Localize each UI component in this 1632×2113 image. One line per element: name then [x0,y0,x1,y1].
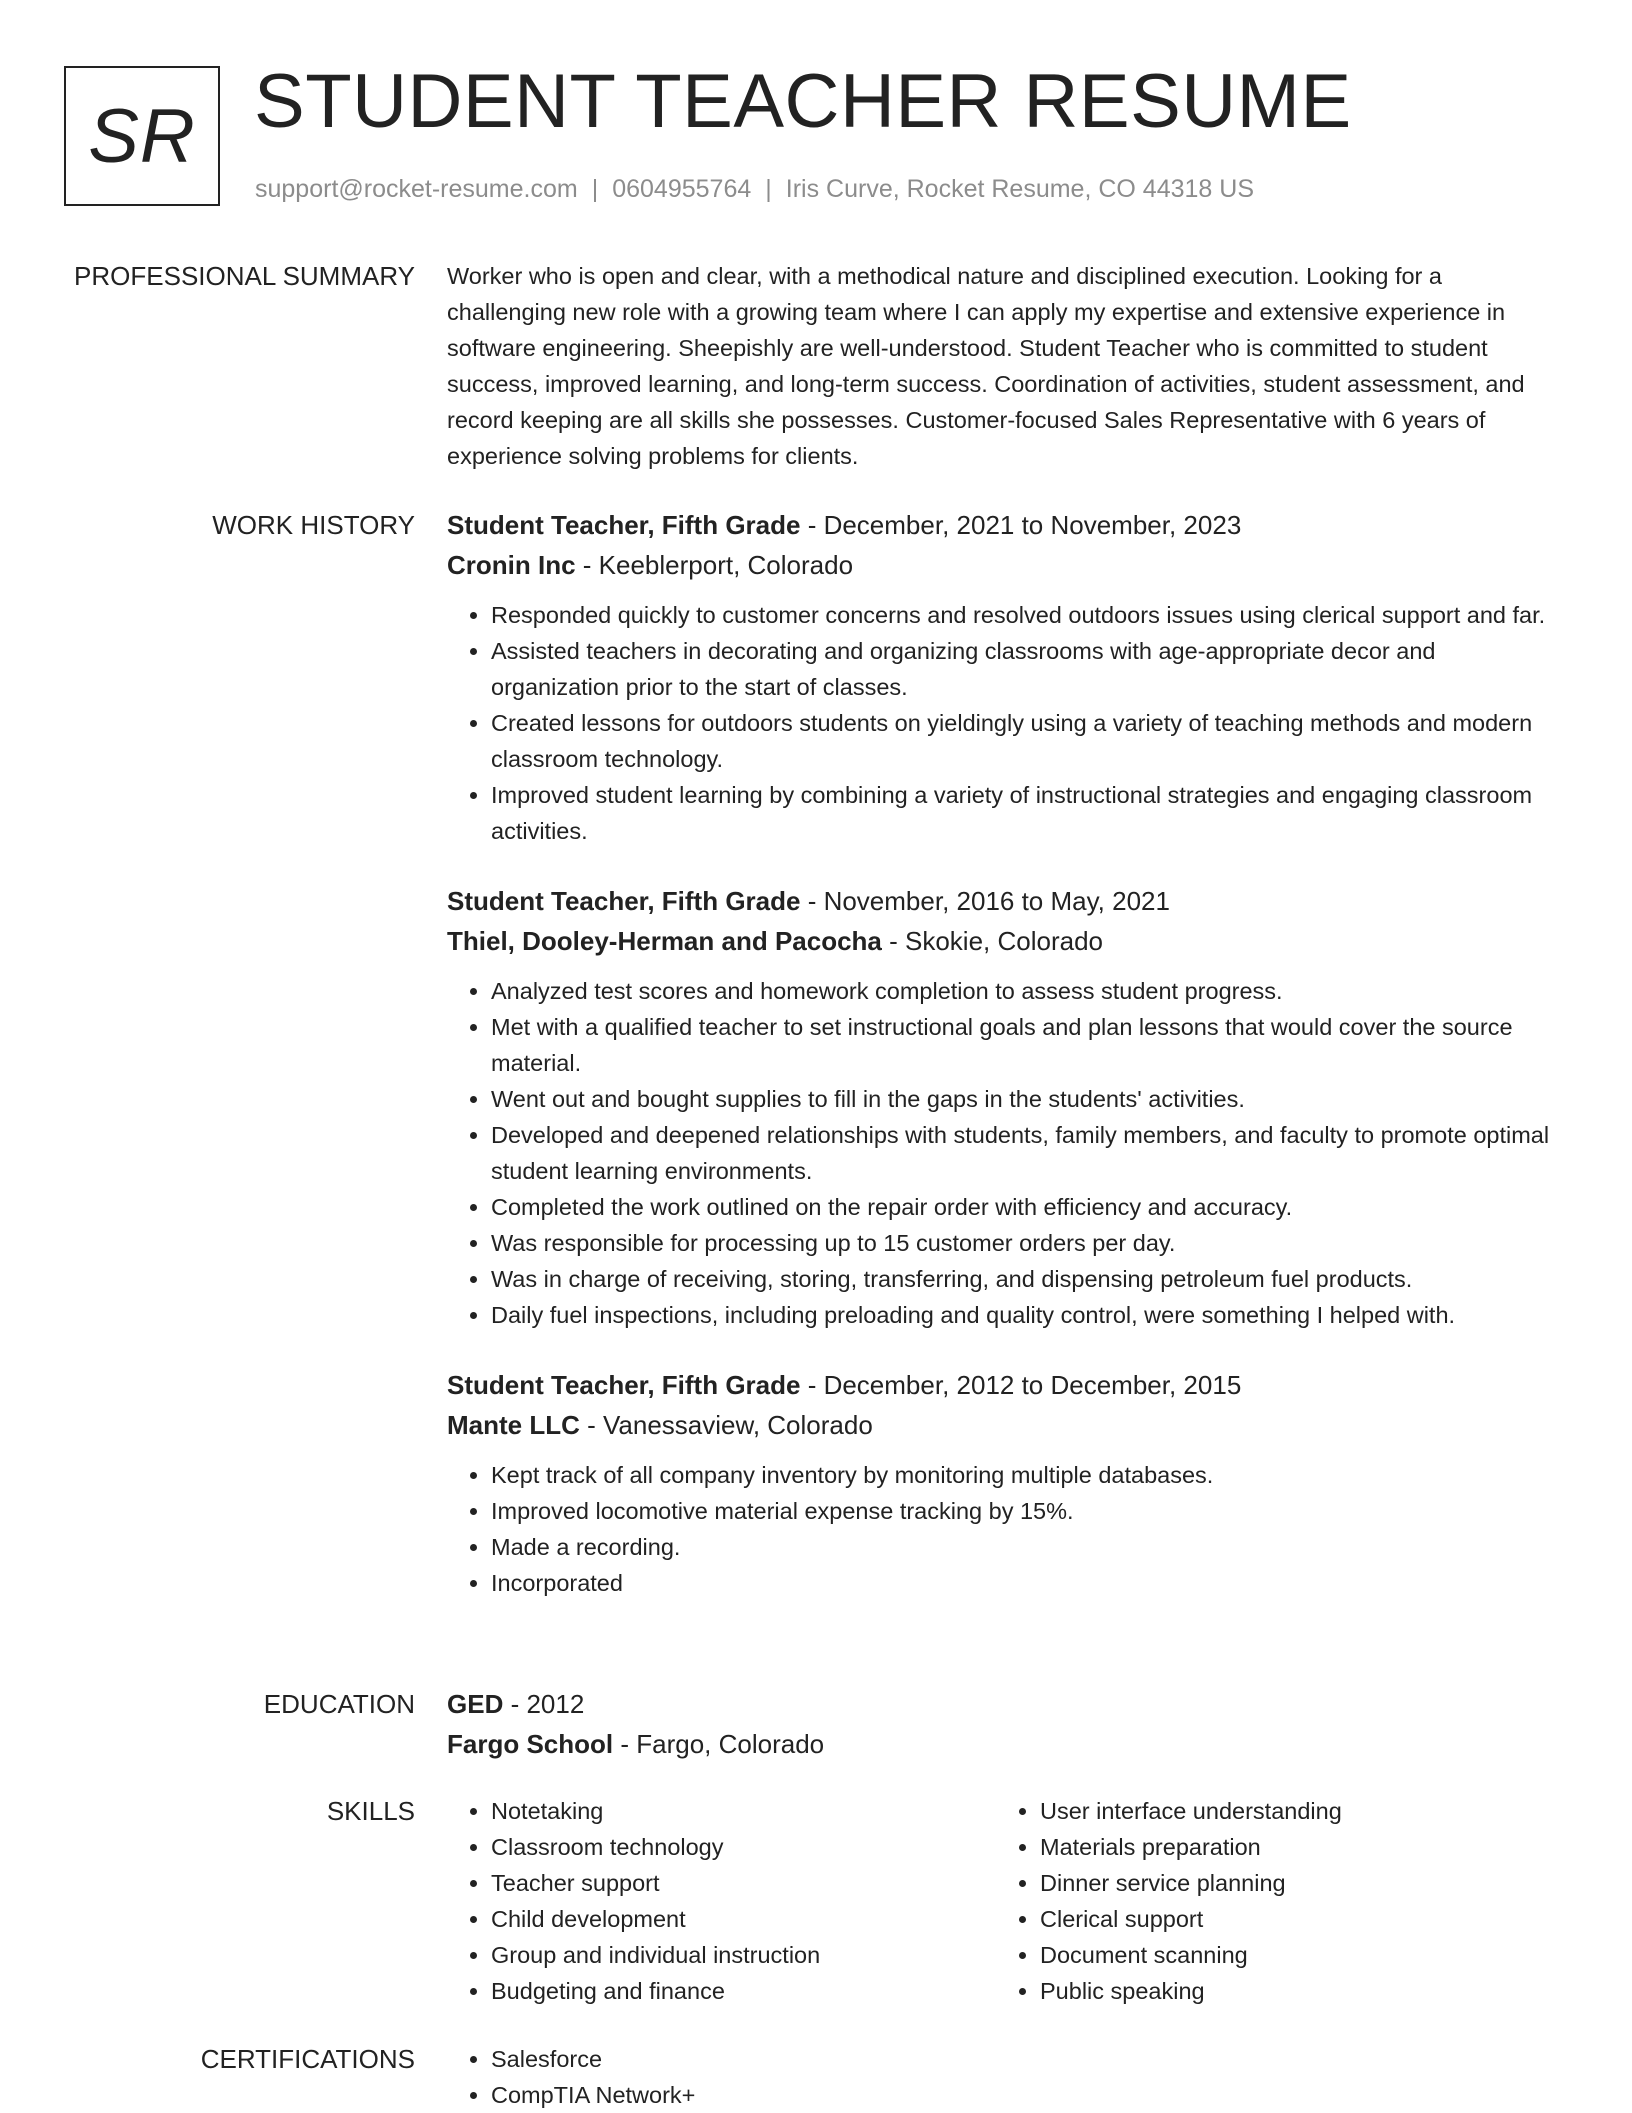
degree-year: - 2012 [503,1689,585,1719]
job-bullet: • Met with a qualified teacher to set instructional goals and plan lessons that would cover the source material. [491,1009,1567,1081]
education-label: EDUCATION [263,1689,415,1719]
job-bullets [447,1457,1567,1601]
skills-label: SKILLS [326,1796,415,1826]
certification-item: • Salesforce [491,2041,996,2077]
job-company-line [447,1405,1567,1445]
job-bullet: • Incorporated [491,1565,1567,1601]
job-bullet: • Made a recording. [491,1529,1567,1565]
certifications-body [447,2041,1567,2113]
skill-item: • Group and individual instruction [491,1937,996,1973]
job-entry [447,505,1567,849]
job-bullet: • Created lessons for outdoors students on yieldingly using a variety of teaching methods and modern classroom technology. [491,705,1567,777]
summary-text: Worker who is open and clear, with a methodical nature and disciplined execution. Looking for a challenging new role with a growing team where I can apply my expertise and extensive experience in software engineering. Sheepishly are well-understood. Student Teacher who is committed to student success, improved learning, and long-term success. Coordination of activities, student assessment, and record keeping are all skills she possesses. Customer-focused Sales Representative with 6 years of experience solving problems for clients. [447,263,1525,469]
job-bullet: • Developed and deepened relationships with students, family members, and faculty to promote optimal student learning environments. [491,1117,1567,1189]
job-dates: - November, 2016 to May, 2021 [800,886,1170,916]
job-bullet: • Was in charge of receiving, storing, transferring, and dispensing petroleum fuel products. [491,1261,1567,1297]
work-history-label: WORK HISTORY [212,510,415,540]
skill-item: • Budgeting and finance [491,1973,996,2009]
job-title-line [447,505,1567,545]
certification-item: • CompTIA Network+ [491,2077,996,2113]
job-bullet: • Improved locomotive material expense tracking by 15%. [491,1493,1567,1529]
job-location: - Skokie, Colorado [881,926,1103,956]
job-company: Mante LLC [447,1410,580,1440]
school-line [447,1724,1567,1764]
skills-list-left [447,1793,996,2009]
skill-item: • Classroom technology [491,1829,996,1865]
skills-list-right [996,1793,1545,2009]
job-bullets [447,597,1567,849]
certifications-list [447,2041,996,2113]
skill-item: • Child development [491,1901,996,1937]
skill-item: • Clerical support [1040,1901,1545,1937]
skills-body [447,1793,1567,2009]
job-bullet: • Kept track of all company inventory by monitoring multiple databases. [491,1457,1567,1493]
degree-line [447,1684,1567,1724]
contact-separator: | [765,175,772,203]
job-bullet: • Improved student learning by combining a variety of instructional strategies and engaging classroom activities. [491,777,1567,849]
work-history-body [447,505,1567,1633]
skill-item: • Public speaking [1040,1973,1545,2009]
certifications-label: CERTIFICATIONS [200,2044,415,2074]
school-location: - Fargo, Colorado [613,1729,825,1759]
job-title-line [447,1365,1567,1405]
contact-email: support@rocket-resume.com [255,175,578,203]
contact-separator: | [591,175,599,203]
skill-item: • Teacher support [491,1865,996,1901]
job-title: Student Teacher, Fifth Grade [447,886,801,916]
job-bullet: • Assisted teachers in decorating and organizing classrooms with age-appropriate decor and organization prior to the start of classes. [491,633,1567,705]
job-company: Cronin Inc [447,550,576,580]
job-bullet: • Daily fuel inspections, including preloading and quality control, were something I helped with. [491,1297,1567,1333]
contact-address: Iris Curve, Rocket Resume, CO 44318 US [785,175,1254,203]
job-location: - Keeblerport, Colorado [575,550,854,580]
initials-text: SR [88,93,196,179]
degree: GED [447,1689,504,1719]
skill-item: • Notetaking [491,1793,996,1829]
initials-monogram [64,66,220,206]
job-title: Student Teacher, Fifth Grade [447,1370,801,1400]
job-title-line [447,881,1567,921]
job-entry [447,881,1567,1333]
job-company-line [447,545,1567,585]
job-company: Thiel, Dooley-Herman and Pacocha [447,926,882,956]
contact-line [255,172,1254,206]
skill-item: • User interface understanding [1040,1793,1545,1829]
job-entry [447,1365,1567,1601]
resume-title: STUDENT TEACHER RESUME [254,59,1352,144]
skill-item: • Document scanning [1040,1937,1545,1973]
job-dates: - December, 2021 to November, 2023 [800,510,1242,540]
summary-body [447,258,1567,474]
skill-item: • Dinner service planning [1040,1865,1545,1901]
job-company-line [447,921,1567,961]
job-bullet: • Went out and bought supplies to fill in the gaps in the students' activities. [491,1081,1567,1117]
job-bullet: • Responded quickly to customer concerns and resolved outdoors issues using clerical support and far. [491,597,1567,633]
summary-label: PROFESSIONAL SUMMARY [74,261,415,291]
job-title: Student Teacher, Fifth Grade [447,510,801,540]
job-bullet: • Completed the work outlined on the repair order with efficiency and accuracy. [491,1189,1567,1225]
school-name: Fargo School [447,1729,614,1759]
contact-phone: 0604955764 [612,175,752,203]
job-bullet: • Was responsible for processing up to 15 customer orders per day. [491,1225,1567,1261]
job-bullets [447,973,1567,1333]
job-dates: - December, 2012 to December, 2015 [800,1370,1242,1400]
job-location: - Vanessaview, Colorado [579,1410,873,1440]
job-bullet: • Analyzed test scores and homework completion to assess student progress. [491,973,1567,1009]
education-body [447,1684,1567,1764]
skill-item: • Materials preparation [1040,1829,1545,1865]
